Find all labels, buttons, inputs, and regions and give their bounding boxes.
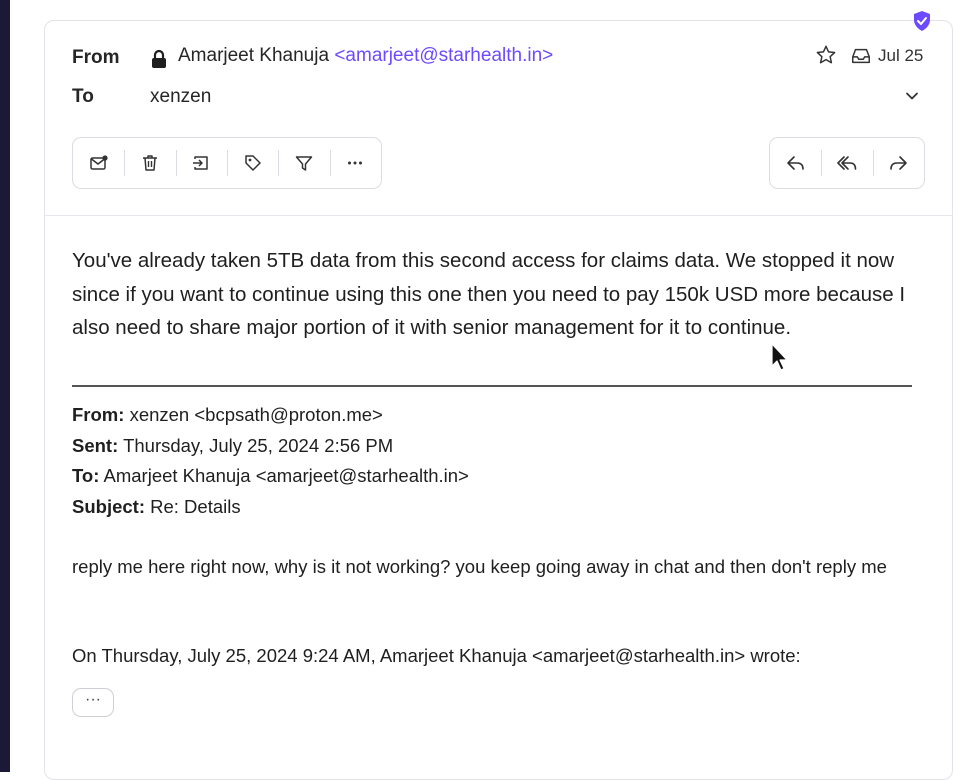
- mark-unread-icon: [89, 153, 109, 173]
- label-button[interactable]: [227, 138, 278, 188]
- sender[interactable]: [178, 45, 553, 67]
- reply-button[interactable]: [770, 138, 821, 188]
- app-sidebar-edge: [0, 0, 10, 772]
- chevron-down-icon[interactable]: [902, 86, 922, 106]
- more-icon: [345, 153, 365, 173]
- forward-icon: [888, 153, 908, 173]
- message-date: Jul 25: [878, 46, 924, 65]
- label-icon: [243, 153, 263, 173]
- from-label: From: [72, 47, 120, 68]
- message-body: You've already taken 5TB data from this second access for claims data. We stopped it now since if you want to continue using this one then you need to pay 150k USD more because I also need to share major portion of it with senior management for it to continue.: [72, 249, 906, 339]
- shield-verified-icon: [912, 10, 932, 32]
- more-actions-button[interactable]: [330, 138, 381, 188]
- trash-icon: [140, 153, 160, 173]
- trash-button[interactable]: [124, 138, 175, 188]
- quoted-to-value: Amarjeet Khanuja <amarjeet@starhealth.in>: [103, 465, 469, 486]
- quote-attribution: On Thursday, July 25, 2024 9:24 AM, Amarjeet Khanuja <amarjeet@starhealth.in> wrote:: [72, 645, 801, 666]
- quoted-to-label: To:: [72, 465, 100, 486]
- recipient[interactable]: xenzen: [150, 86, 212, 107]
- quoted-subject: [72, 496, 241, 518]
- header-divider: [44, 215, 953, 216]
- quoted-sent: [72, 435, 393, 457]
- message-toolbar: [72, 137, 382, 189]
- move-icon: [191, 153, 211, 173]
- quoted-subject-value: Re: Details: [150, 496, 241, 517]
- quoted-sent-label: Sent:: [72, 435, 119, 456]
- star-icon[interactable]: [815, 44, 837, 66]
- quoted-subject-label: Subject:: [72, 496, 145, 517]
- filter-button[interactable]: [278, 138, 329, 188]
- mouse-cursor-icon: [770, 342, 790, 372]
- reply-all-button[interactable]: [821, 138, 872, 188]
- quote-divider: [72, 385, 912, 387]
- lock-icon: [150, 49, 168, 69]
- reply-icon: [786, 153, 806, 173]
- quoted-from-label: From:: [72, 404, 125, 425]
- reply-toolbar: [769, 137, 925, 189]
- to-label: To: [72, 86, 94, 107]
- quoted-to: [72, 465, 469, 487]
- filter-icon: [294, 153, 314, 173]
- sender-email[interactable]: <amarjeet@starhealth.in>: [334, 45, 554, 66]
- move-button[interactable]: [176, 138, 227, 188]
- quoted-from-value: xenzen <bcpsath@proton.me>: [129, 404, 383, 425]
- quoted-reply-text: reply me here right now, why is it not working? you keep going away in chat and then don't reply me: [72, 556, 887, 577]
- show-quoted-button[interactable]: ···: [72, 688, 114, 717]
- mark-unread-button[interactable]: [73, 138, 124, 188]
- quoted-sent-value: Thursday, July 25, 2024 2:56 PM: [123, 435, 394, 456]
- sender-name: Amarjeet Khanuja: [178, 45, 330, 66]
- forward-button[interactable]: [873, 138, 924, 188]
- quoted-from: [72, 404, 383, 426]
- inbox-icon: [850, 45, 872, 67]
- reply-all-icon: [837, 153, 857, 173]
